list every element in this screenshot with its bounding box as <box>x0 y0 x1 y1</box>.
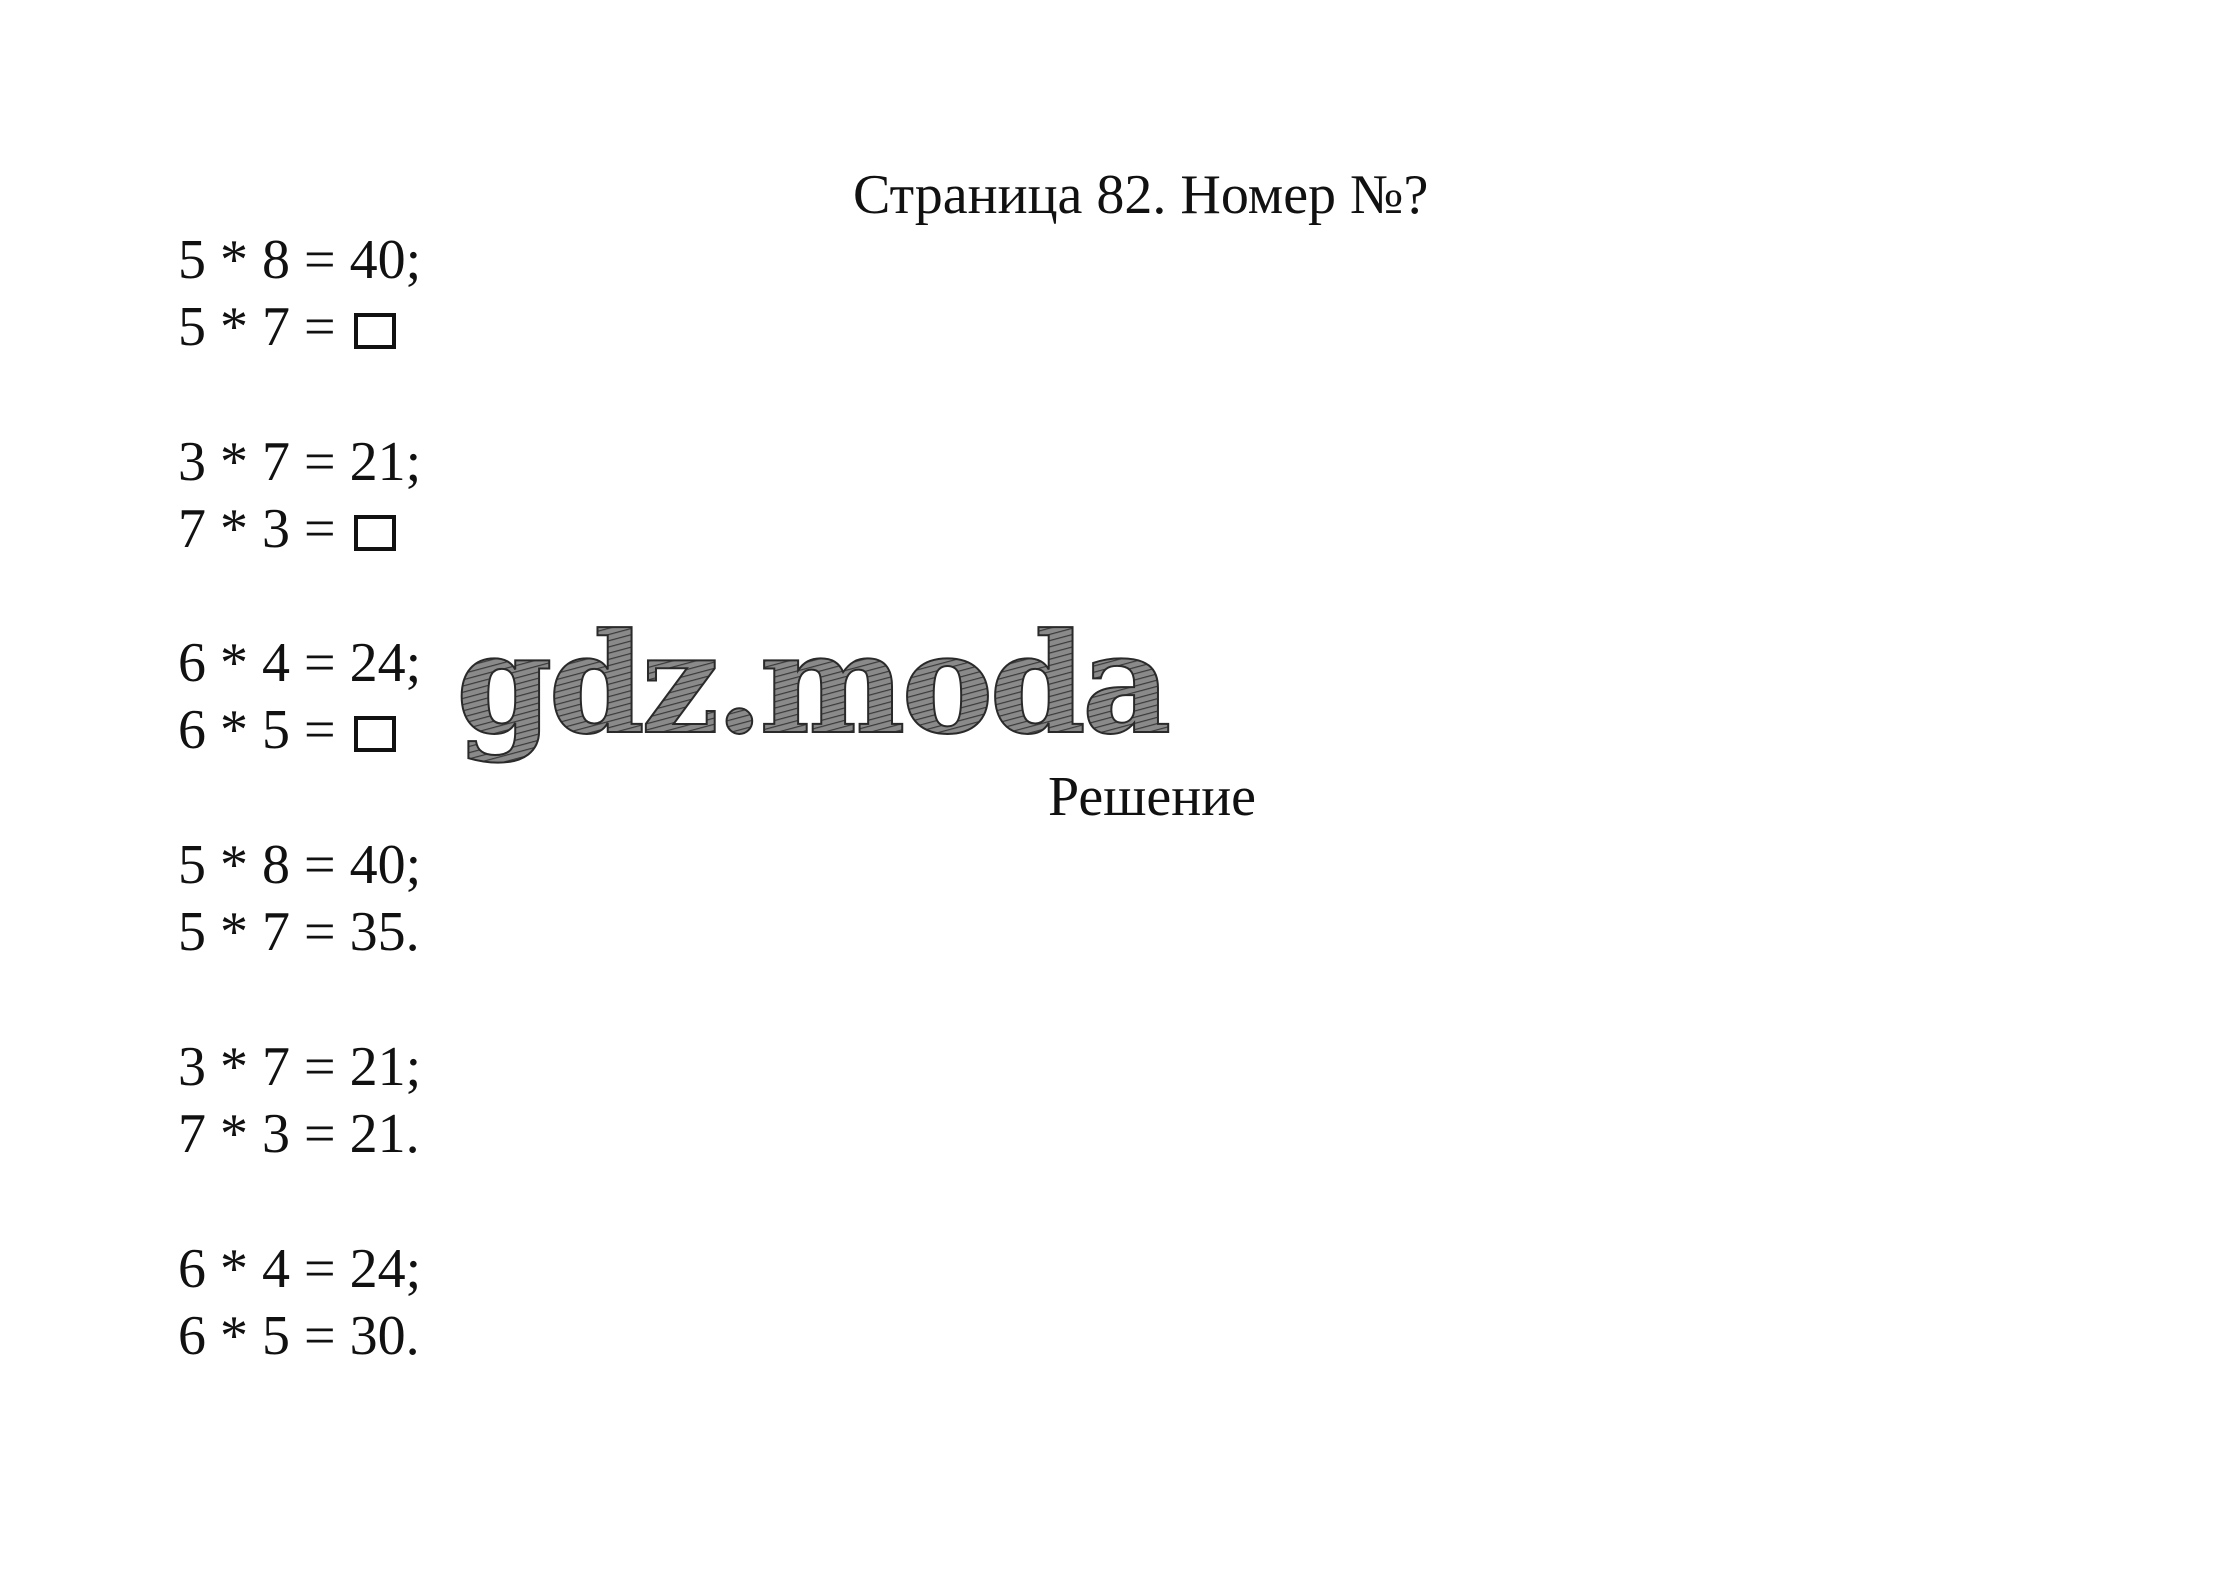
solution-equation-text: 5 * 7 = 35. <box>178 901 420 963</box>
watermark-text: gdz.moda <box>456 602 1168 765</box>
task-equation <box>178 695 396 765</box>
page-title: Страница 82. Номер №? <box>853 164 1429 226</box>
task-equation <box>178 292 396 362</box>
task-equation-text: 7 * 3 = <box>178 498 336 560</box>
task-equation-text: 5 * 7 = <box>178 296 336 358</box>
task-equation-text: 5 * 8 = 40; <box>178 229 422 291</box>
solution-equation <box>178 1234 421 1304</box>
solution-equation-text: 7 * 3 = 21. <box>178 1103 420 1165</box>
task-equation-text: 6 * 5 = <box>178 699 336 761</box>
solution-equation-text: 5 * 8 = 40; <box>178 834 422 896</box>
answer-box <box>354 716 396 752</box>
solution-equation-text: 6 * 4 = 24; <box>178 1238 422 1300</box>
task-equation <box>178 427 421 497</box>
solution-heading: Решение <box>1048 766 1257 828</box>
answer-box <box>354 515 396 551</box>
solution-equation-text: 3 * 7 = 21; <box>178 1036 422 1098</box>
task-equation <box>178 628 421 698</box>
solution-equation-text: 6 * 5 = 30. <box>178 1305 420 1367</box>
task-equation-text: 6 * 4 = 24; <box>178 632 422 694</box>
solution-equation <box>178 830 421 900</box>
task-equation <box>178 225 421 295</box>
task-equation-text: 3 * 7 = 21; <box>178 431 422 493</box>
solution-equation <box>178 1032 421 1102</box>
answer-box <box>354 313 396 349</box>
watermark-logo <box>452 602 1168 780</box>
solution-equation <box>178 897 420 967</box>
solution-equation <box>178 1301 420 1371</box>
solution-equation <box>178 1099 420 1169</box>
task-equation <box>178 494 396 564</box>
